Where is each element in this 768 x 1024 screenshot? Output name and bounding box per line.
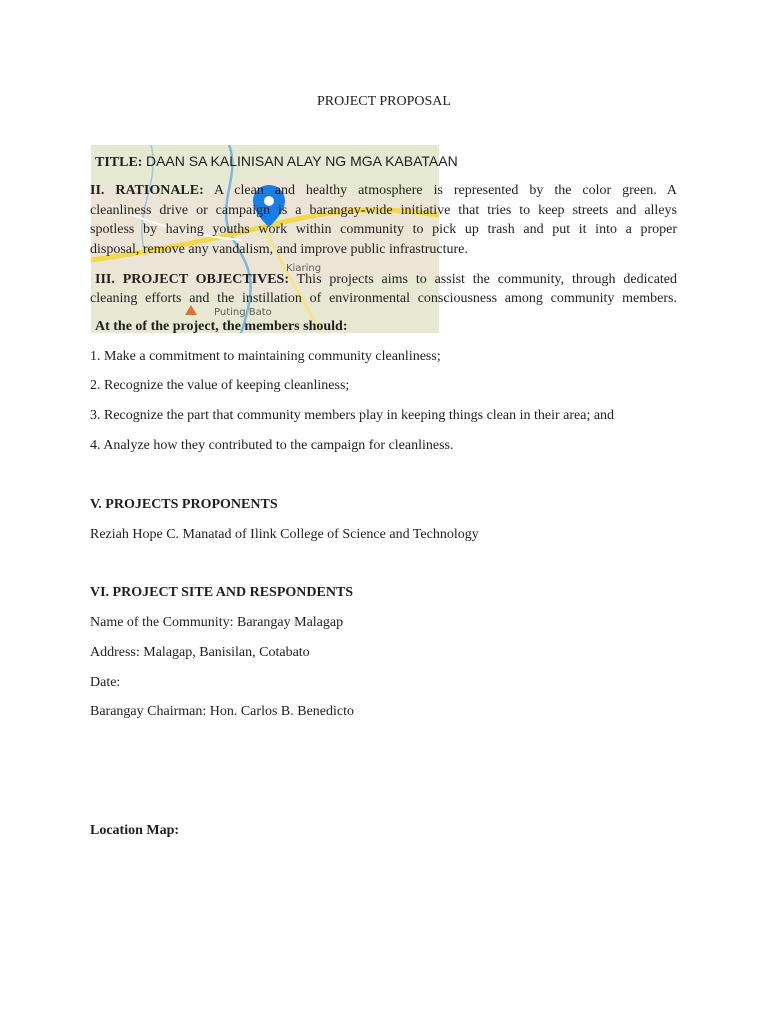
rationale-line-2: cleanliness drive or campaign is a barangay-wide initiative that tries to keep streets and alleys xyxy=(90,203,677,218)
project-title xyxy=(95,153,458,171)
page-title: PROJECT PROPOSAL xyxy=(317,94,451,109)
objectives-label: III. PROJECT OBJECTIVES: xyxy=(95,272,290,287)
rationale-line-4: disposal, remove any vandalism, and improve public infrastructure. xyxy=(90,242,468,257)
objectives-intro xyxy=(95,319,347,335)
objective-item-2: 2. Recognize the value of keeping cleanliness; xyxy=(90,378,350,393)
site-date: Date: xyxy=(90,675,121,690)
objectives-text-1: This projects aims to assist the community, through dedicated xyxy=(296,272,678,287)
objectives-intro-text: At the of the project, the members should: xyxy=(95,319,348,334)
rationale-line-3: spotless by having youths work within community to pick up trash and put it into a proper xyxy=(90,222,677,237)
title-value: DAAN SA KALINISAN ALAY NG MGA KABATAAN xyxy=(145,153,458,169)
map-label-kiaring: Kiaring xyxy=(286,263,322,274)
proponents-text: Reziah Hope C. Manatad of Ilink College of Science and Technology xyxy=(90,527,479,542)
rationale-text-1: A clean and healthy atmosphere is represented by the color green. A xyxy=(213,183,677,198)
rationale-line-1 xyxy=(90,181,677,201)
map-label-puting-bato: Puting Bato xyxy=(214,307,272,318)
location-map-label-text: Location Map: xyxy=(90,823,180,838)
site-chairman: Barangay Chairman: Hon. Carlos B. Benedicto xyxy=(90,704,354,719)
objective-item-1: 1. Make a commitment to maintaining community cleanliness; xyxy=(90,349,441,364)
title-label: TITLE: xyxy=(95,155,143,170)
objective-item-3: 3. Recognize the part that community members play in keeping things clean in their area; and xyxy=(90,408,615,423)
objectives-line-1 xyxy=(95,270,677,290)
site-heading-text: VI. PROJECT SITE AND RESPONDENTS xyxy=(90,585,354,600)
proponents-heading-text: V. PROJECTS PROPONENTS xyxy=(90,497,278,512)
proponents-heading xyxy=(90,497,278,513)
rationale-label: II. RATIONALE: xyxy=(90,183,204,198)
location-map-label xyxy=(90,823,179,839)
objectives-line-2: cleaning efforts and the instillation of environmental consciousness among community members. xyxy=(90,291,677,306)
objective-item-4: 4. Analyze how they contributed to the campaign for cleanliness. xyxy=(90,438,454,453)
site-community: Name of the Community: Barangay Malagap xyxy=(90,615,344,630)
site-address: Address: Malagap, Banisilan, Cotabato xyxy=(90,645,310,660)
site-heading xyxy=(90,585,353,601)
